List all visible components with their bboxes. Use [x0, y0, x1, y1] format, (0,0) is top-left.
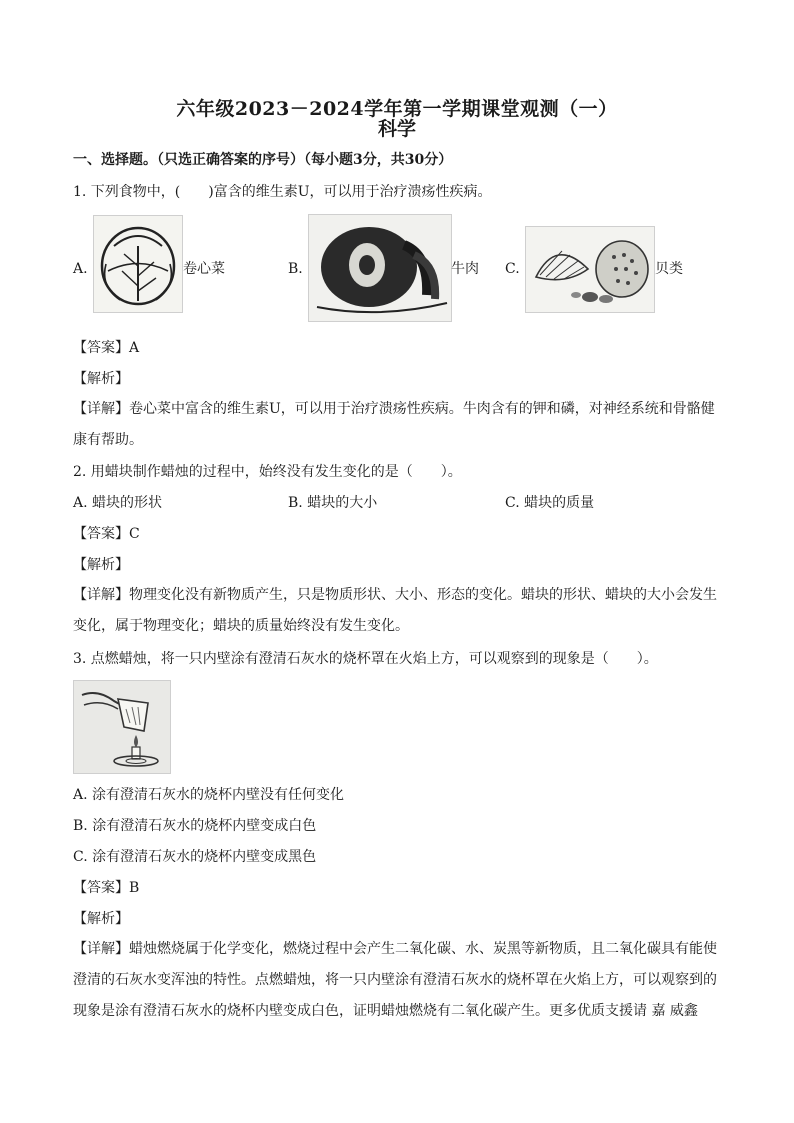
q2-option-a-text: 蜡块的形状: [92, 495, 163, 511]
shellfish-icon: [525, 226, 655, 313]
q2-option-c: [505, 493, 594, 513]
q1-option-a-letter: A.: [73, 261, 88, 277]
q1-answer: 【答案】A: [73, 340, 140, 356]
q2-answer: 【答案】C: [73, 526, 140, 542]
cabbage-icon: [93, 215, 183, 313]
page-title: 六年级2023－2024学年第一学期课堂观测（一）: [176, 98, 618, 120]
section-heading: 一、选择题。（只选正确答案的序号）（每小题3分，共30分）: [73, 152, 453, 168]
q3-analysis-label: 【解析】: [73, 911, 129, 927]
q1-option-a-text: 卷心菜: [183, 261, 225, 277]
q1-option-c-text: 贝类: [655, 261, 683, 277]
q1-analysis-label: 【解析】: [73, 371, 129, 387]
question-2-stem: 2. 用蜡块制作蜡烛的过程中，始终没有发生变化的是（ ）。: [73, 464, 462, 480]
subject-title: 科学: [377, 118, 416, 140]
q3-option-a-letter: A.: [73, 787, 88, 803]
q1-option-b-text: 牛肉: [451, 261, 479, 277]
q2-option-a-letter: A.: [73, 495, 88, 511]
q2-analysis-label: 【解析】: [73, 557, 129, 573]
q2-option-c-letter: C.: [505, 495, 520, 511]
candle-beaker-icon: [73, 680, 171, 774]
question-1-stem: 1. 下列食物中，( )富含的维生素U，可以用于治疗溃疡性疾病。: [73, 184, 492, 200]
q3-option-c-text: 涂有澄清石灰水的烧杯内壁变成黑色: [92, 849, 317, 865]
question-3-stem: 3. 点燃蜡烛，将一只内壁涂有澄清石灰水的烧杯罩在火焰上方，可以观察到的现象是（ ）。: [73, 651, 658, 667]
q1-detail: 【详解】卷心菜中富含的维生素U，可以用于治疗溃疡性疾病。牛肉含有的钾和磷，对神经系统和骨骼健康有帮助。: [73, 401, 715, 448]
q3-option-c-letter: C.: [73, 849, 88, 865]
q2-option-b-text: 蜡块的大小: [307, 495, 378, 511]
q1-option-b-letter: B.: [288, 261, 303, 277]
beef-icon: [308, 214, 452, 322]
q2-option-a: [73, 493, 162, 513]
q2-option-b-letter: B.: [288, 495, 303, 511]
q3-option-b: [73, 816, 723, 836]
q2-option-c-text: 蜡块的质量: [524, 495, 595, 511]
q3-option-c: [73, 847, 723, 867]
q3-option-b-text: 涂有澄清石灰水的烧杯内壁变成白色: [92, 818, 317, 834]
q3-option-b-letter: B.: [73, 818, 88, 834]
q3-answer: 【答案】B: [73, 880, 140, 896]
q2-option-b: [288, 493, 377, 513]
q3-detail: 【详解】蜡烛燃烧属于化学变化，燃烧过程中会产生二氧化碳、水、炭黑等新物质，且二氧化碳具有能使澄清的石灰水变浑浊的特性。点燃蜡烛，将一只内壁涂有澄清石灰水的烧杯罩在火焰上方，可以观察到的现象是涂有澄清石灰水的烧杯内壁变成白色，证明蜡烛燃烧有二氧化碳产生。更多优质支援请 嘉 威鑫: [73, 941, 717, 1019]
q1-option-c-letter: C.: [505, 261, 520, 277]
q2-detail: 【详解】物理变化没有新物质产生，只是物质形状、大小、形态的变化。蜡块的形状、蜡块的大小会发生变化，属于物理变化；蜡块的质量始终没有发生变化。: [73, 587, 717, 634]
q3-option-a: [73, 785, 723, 805]
q3-option-a-text: 涂有澄清石灰水的烧杯内壁没有任何变化: [92, 787, 345, 803]
